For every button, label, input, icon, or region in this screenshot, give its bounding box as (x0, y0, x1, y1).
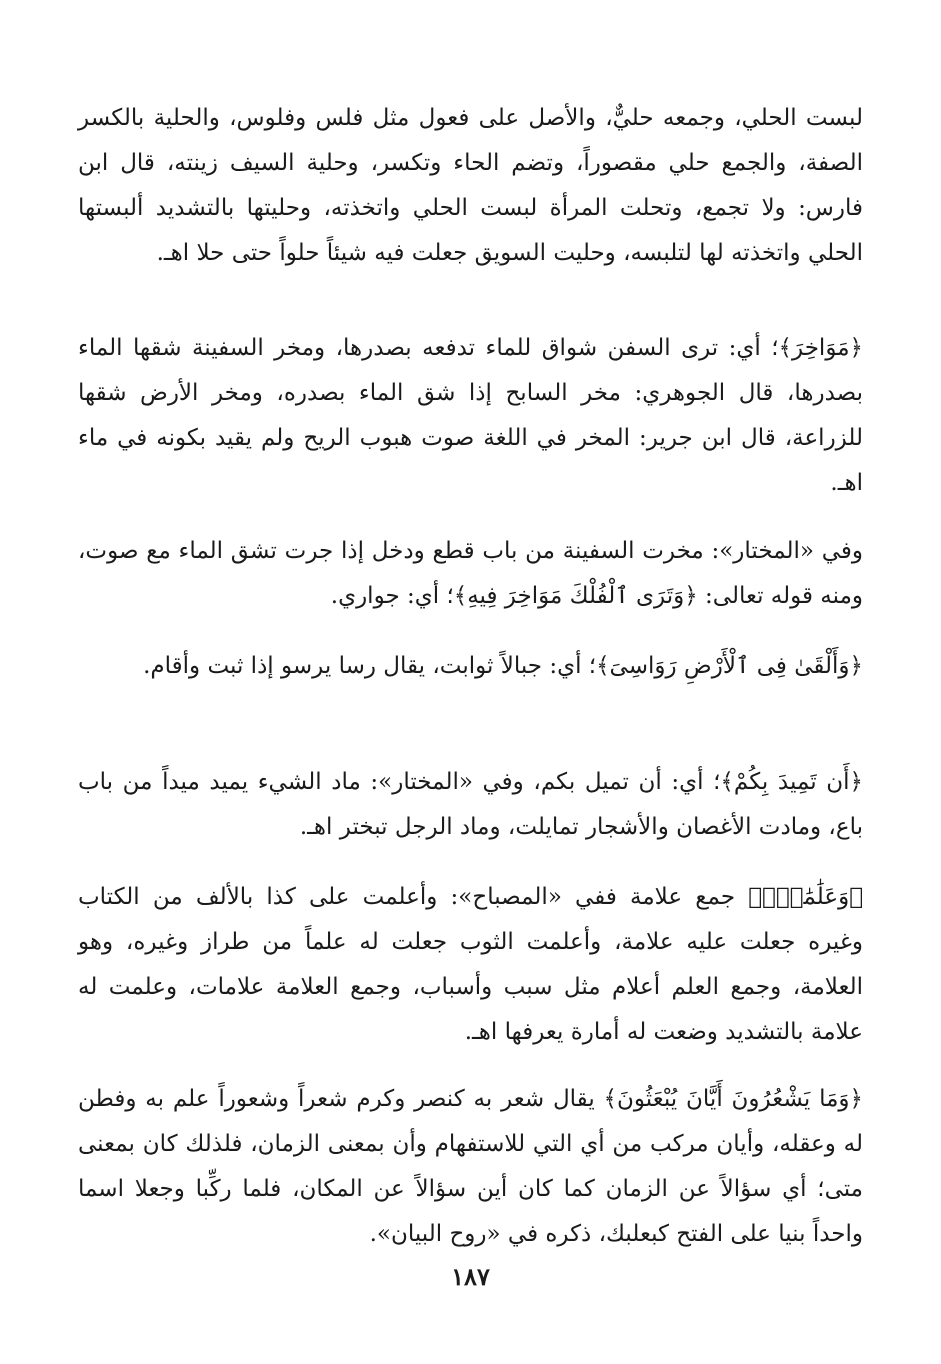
paragraph-mukhtar-makhr (78, 529, 863, 619)
paragraph-text: ﴿وَعَلَٰمَٰتٍۚ﴾ جمع علامة ففي «المصباح»: وأعلمت على كذا بالألف من الكتاب وغيره جعلت عليه علامة، وأعلمت الثوب جعلت له علماً من طراز وغيره، وهو العلامة، وجمع العلم أعلام مثل سبب وأسباب، وجمع العلامة علامات، وعلمت له علامة بالتشديد وضعت له أمارة يعرفها اهـ. (78, 884, 863, 1045)
paragraph-text: ﴿وَأَلْقَىٰ فِى ٱلْأَرْضِ رَوَاسِىَ﴾؛ أي: جبالاً ثوابت، يقال رسا يرسو إذا ثبت وأقام. (143, 653, 863, 679)
paragraph-tamid (78, 760, 863, 850)
paragraph-text: ﴿مَوَاخِرَ﴾؛ أي: ترى السفن شواق للماء تدفعه بصدرها، ومخر السفينة شقها الماء بصدرها، قال الجوهري: مخر السابح إذا شق الماء بصدره، ومخر الأرض شقها للزراعة، قال ابن جرير: المخر في اللغة صوت هبوب الريح ولم يقيد بكونه في ماء اهـ. (78, 335, 863, 496)
paragraph-text: ﴿أَن تَمِيدَ بِكُمْ﴾؛ أي: أن تميل بكم، وفي «المختار»: ماد الشيء يميد ميداً من باب باع، ومادت الأغصان والأشجار تمايلت، وماد الرجل تبختر اهـ. (78, 769, 863, 840)
paragraph-hilya (78, 96, 863, 276)
paragraph-rawasi (78, 644, 863, 689)
paragraph-text: لبست الحلي، وجمعه حليٌّ، والأصل على فعول مثل فلس وفلوس، والحلية بالكسر الصفة، والجمع حلي مقصوراً، وتضم الحاء وتكسر، وحلية السيف زينته، قال ابن فارس: ولا تجمع، وتحلت المرأة لبست الحلي واتخذته، وحليتها بالتشديد ألبستها الحلي واتخذته لها لتلبسه، وحليت السويق جعلت فيه شيئاً حلواً حتى حلا اهـ. (78, 105, 863, 266)
paragraph-text: ﴿وَمَا يَشْعُرُونَ أَيَّانَ يُبْعَثُونَ﴾ يقال شعر به كنصر وكرم شعراً وشعوراً علم به وفطن له وعقله، وأيان مركب من أي التي للاستفهام وأن بمعنى الزمان، فلذلك كان بمعنى متى؛ أي سؤالاً عن الزمان كما كان أين سؤالاً عن المكان، فلما ركِّبا وجعلا اسما واحداً بنيا على الفتح كبعلبك، ذكره في «روح البيان». (78, 1086, 863, 1247)
paragraph-alamat (78, 875, 863, 1055)
page-number: ١٨٧ (451, 1262, 490, 1291)
paragraph-text: وفي «المختار»: مخرت السفينة من باب قطع ودخل إذا جرت تشق الماء مع صوت، ومنه قوله تعالى: ﴿وَتَرَى ٱلْفُلْكَ مَوَاخِرَ فِيهِ﴾؛ أي: جواري. (78, 538, 863, 609)
paragraph-mawakhir (78, 326, 863, 506)
paragraph-yashurun (78, 1077, 863, 1257)
